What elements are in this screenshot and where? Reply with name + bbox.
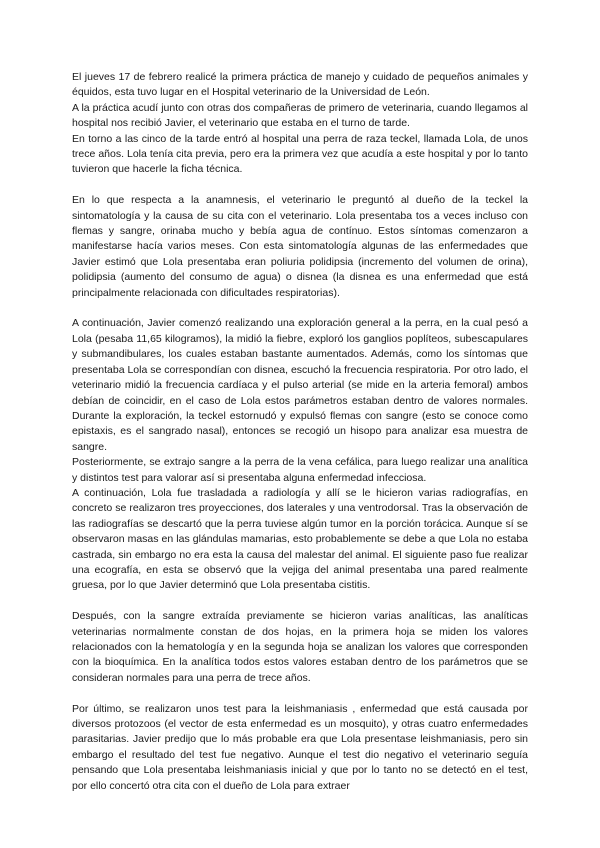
radiology-text: A continuación, Lola fue trasladada a radiología y allí se le hicieron varias radiografías, en concreto se realizaron tres proyecciones, dos laterales y una ventrodorsal. Tras la observación de las radiografías se descartó que la perra tuviese algún tumor en la porción torácica. Aunque sí se observaron masas en las glándulas mamarias, esto probablemente se debe a que Lola no estaba castrada, sin embargo no era esta la causa del malestar del animal. El siguiente paso fue realizar una ecografía, en esta se observó que la vejiga del animal presentaba una pared realmente gruesa, por lo que Javier determinó que Lola presentaba cistitis.: [72, 486, 528, 592]
analysis-text: Después, con la sangre extraída previamente se hicieron varias analíticas, las analíticas veterinarias normalmente constan de dos hojas, en la primera hoja se miden los valores relacionados con la hematología y en la segunda hoja se analizan los valores que corresponden con la bioquímica. En la analítica todos estos valores estaban dentro de los parámetros que se consideran normales para una perra de trece años.: [72, 610, 528, 684]
leishmaniasis-text: Por último, se realizaron unos test para la leishmaniasis , enfermedad que está causada por diversos protozoos (el vector de esta enfermedad es un mosquito), y otras cuatro enfermedades parasitarias. Javier predijo que lo más probable era que Lola presentase leishmaniasis, pero sin embargo el resultado del test fue negativo. Aunque el test dio negativo el veterinario seguía pensando que Lola presentaba leishmaniasis inicial y que por lo tanto no se detectó en el test, por ello concertó otra cita con el dueño de Lola para extraer: [72, 702, 528, 792]
paragraph-analysis: [72, 609, 528, 686]
paragraph-leishmaniasis: [72, 702, 528, 794]
document-page: [72, 70, 528, 809]
paragraph-intro: [72, 70, 528, 178]
anamnesis-text: En lo que respecta a la anamnesis, el veterinario le preguntó al dueño de la teckel la sintomatología y la causa de su cita con el veterinario. Lola presentaba tos a veces incluso con flemas y sangre, orinaba mucho y bebía agua de contínuo. Estos síntomas comenzaron a manifestarse hacía varios meses. Con esta sintomatología algunas de las enfermedades que Javier estimó que Lola presentaba eran poliuria polidipsia (incremento del volumen de orina), polidipsia (aumento del consumo de agua) o disnea (la disnea es una enfermedad que está principalmente relacionada con dificultades respiratorias).: [72, 194, 528, 299]
paragraph-exploration: [72, 316, 528, 593]
paragraph-anamnesis: [72, 193, 528, 301]
exploration-text: A continuación, Javier comenzó realizando una exploración general a la perra, en la cual pesó a Lola (pesaba 11,65 kilogramos), la midió la fiebre, exploró los ganglios poplíteos, subescapulares y submandibulares, los cuales estaban bastante aumentados. Además, como los síntomas que presentaba Lola se correspondían con disnea, escuchó la frecuencia respiratoria. Por otro lado, el veterinario midió la frecuencia cardíaca y el pulso arterial (se mide en la arteria femoral) ambos debían de coincidir, en el caso de Lola estos parámetros estaban dentro de valores normales. Durante la exploración, la teckel estornudó y expulsó flemas con sangre (esto se conoce como epistaxis, es el sangrado nasal), entonces se recogió un hisopo para analizar esa muestra de sangre.: [72, 317, 528, 453]
blood-extraction-text: Posteriormente, se extrajo sangre a la perra de la vena cefálica, para luego realizar una analítica y distintos test para valorar así si presentaba alguna enfermedad infecciosa.: [72, 456, 528, 484]
intro-line-patient: En torno a las cinco de la tarde entró al hospital una perra de raza teckel, llamada Lola, de unos trece años. Lola tenía cita previa, pero era la primera vez que acudía a este hospital y por lo tanto tuvieron que hacerle la ficha técnica.: [72, 132, 528, 176]
intro-line-practice: El jueves 17 de febrero realicé la primera práctica de manejo y cuidado de pequeños animales y équidos, esta tuvo lugar en el Hospital veterinario de la Universidad de León.: [72, 71, 528, 99]
intro-line-arrival: A la práctica acudí junto con otras dos compañeras de primero de veterinaria, cuando llegamos al hospital nos recibió Javier, el veterinario que estaba en el turno de tarde.: [72, 101, 528, 130]
